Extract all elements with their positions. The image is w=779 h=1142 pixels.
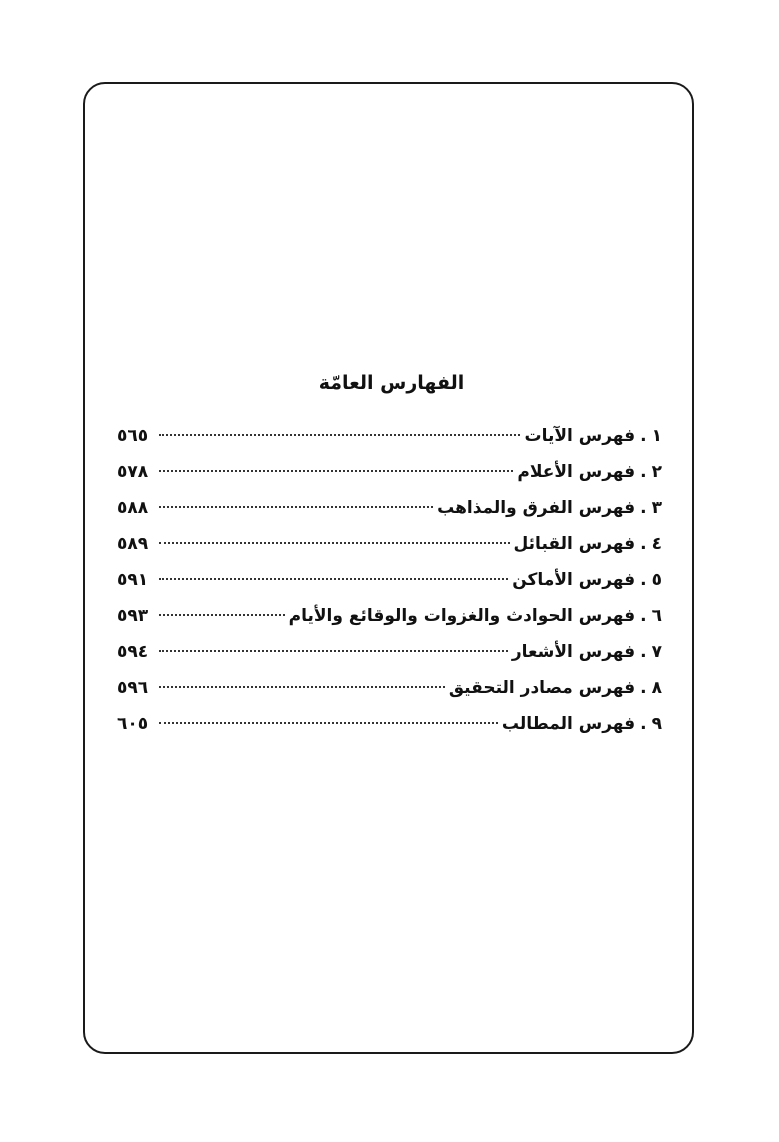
toc-entry-page: ٥٨٨ [117,498,149,518]
toc-entry-number: ٩ [651,714,662,734]
toc-entry-separator: . [640,498,647,518]
toc-entry-number: ٨ [651,678,662,698]
toc-entry-separator: . [640,534,647,554]
toc-entry-separator: . [640,642,647,662]
toc-entry-separator: . [640,678,647,698]
toc-entry-number: ٧ [651,642,662,662]
toc-entry[interactable] [117,421,662,457]
toc-entry-page: ٥٨٩ [117,534,149,554]
toc-entry-leader-dots [159,470,513,472]
table-of-contents [117,421,662,745]
toc-entry-page: ٥٩١ [117,570,149,590]
toc-entry[interactable] [117,493,662,529]
toc-entry-label: فهرس الآيات [524,426,636,446]
toc-entry-leader-dots [159,542,510,544]
toc-entry[interactable] [117,457,662,493]
toc-entry-number: ٥ [651,570,662,590]
toc-entry-leader-dots [159,650,508,652]
toc-entry-leader-dots [159,506,433,508]
toc-entry-leader-dots [159,722,498,724]
toc-entry-number: ٤ [651,534,662,554]
toc-entry-page: ٦٠٥ [117,714,149,734]
toc-entry[interactable] [117,529,662,565]
toc-entry[interactable] [117,565,662,601]
toc-entry-leader-dots [159,434,520,436]
toc-entry[interactable] [117,637,662,673]
toc-entry[interactable] [117,709,662,745]
toc-entry-separator: . [640,426,647,446]
toc-entry-page: ٥٧٨ [117,462,149,482]
toc-entry-label: فهرس الأعلام [517,462,636,482]
toc-entry-page: ٥٩٤ [117,642,149,662]
toc-entry[interactable] [117,673,662,709]
toc-entry-number: ١ [651,426,662,446]
toc-entry-label: فهرس الأشعار [511,642,636,662]
toc-entry-separator: . [640,462,647,482]
toc-entry-label: فهرس الأماكن [512,570,636,590]
toc-entry-leader-dots [159,614,285,616]
toc-entry-leader-dots [159,686,445,688]
toc-entry-separator: . [640,714,647,734]
toc-entry-number: ٣ [651,498,662,518]
toc-entry-page: ٥٩٣ [117,606,149,626]
toc-entry-label: فهرس مصادر التحقيق [448,678,636,698]
toc-entry-label: فهرس الحوادث والغزوات والوقائع والأيام [288,606,636,626]
toc-entry-leader-dots [159,578,508,580]
toc-entry-label: فهرس المطالب [501,714,636,734]
toc-entry-label: فهرس القبائل [513,534,636,554]
toc-entry[interactable] [117,601,662,637]
toc-entry-page: ٥٦٥ [117,426,149,446]
toc-entry-number: ٢ [651,462,662,482]
toc-entry-separator: . [640,570,647,590]
toc-entry-label: فهرس الفرق والمذاهب [437,498,636,518]
toc-entry-separator: . [640,606,647,626]
toc-entry-number: ٦ [651,606,662,626]
toc-entry-page: ٥٩٦ [117,678,149,698]
page-title: الفهارس العامّة [318,372,465,394]
